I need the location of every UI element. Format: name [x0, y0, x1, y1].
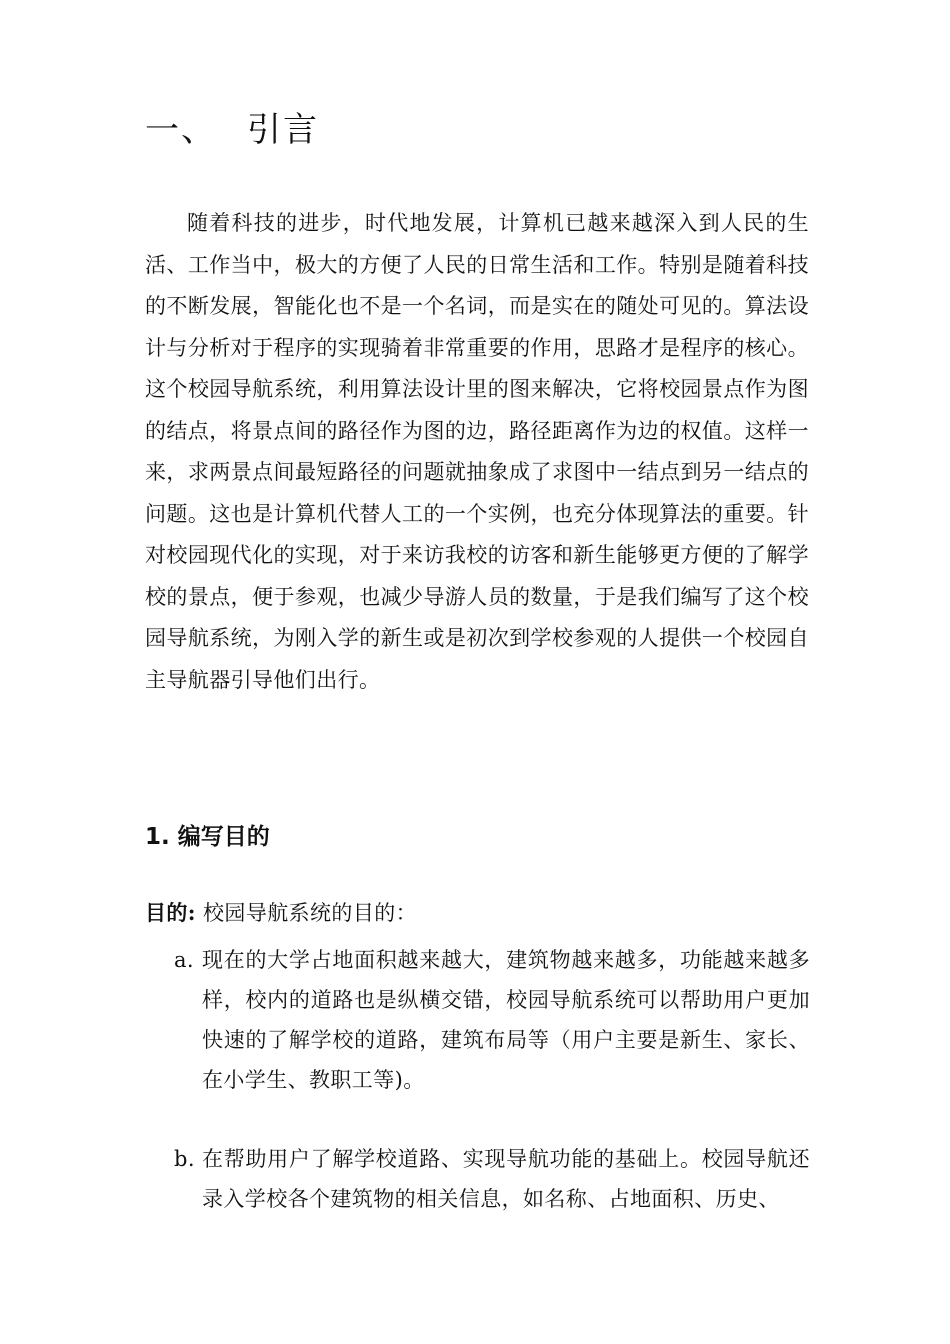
- subsection-heading: 1. 编写目的: [145, 824, 270, 850]
- section-title: 引言: [247, 110, 319, 150]
- section-number: 一、: [145, 110, 217, 150]
- intro-paragraph: 随着科技的进步，时代地发展，计算机已越来越深入到人民的生活、工作当中，极大的方便了人民的日常生活和工作。特别是随着科技的不断发展，智能化也不是一个名词，而是实在的随处可见的。算法设计与分析对于程序的实现骑着非常重要的作用，思路才是程序的核心。这个校园导航系统，利用算法设计里的图来解决，它将校园景点作为图的结点，将景点间的路径作为图的边，路径距离作为边的权值。这样一来，求两景点间最短路径的问题就抽象成了求图中一结点到另一结点的问题。这也是计算机代替人工的一个实例，也充分体现算法的重要。针对校园现代化的实现，对于来访我校的访客和新生能够更方便的了解学校的景点，便于参观，也减少导游人员的数量，于是我们编写了这个校园导航系统，为刚入学的新生或是初次到学校参观的人提供一个校园自主导航器引导他们出行。: [145, 211, 809, 692]
- purpose-text: 校园导航系统的目的：: [203, 901, 418, 925]
- purpose-line: [145, 893, 417, 933]
- list-marker: b.: [174, 1147, 195, 1171]
- purpose-label: 目的:: [145, 900, 196, 925]
- list-item: [174, 940, 810, 1100]
- list-item-text: 在帮助用户了解学校道路、实现导航功能的基础上。校园导航还录入学校各个建筑物的相关信息，如名称、占地面积、历史、: [202, 1147, 810, 1211]
- section-heading: [145, 108, 319, 152]
- list-item: [174, 1139, 810, 1219]
- list-item-text: 现在的大学占地面积越来越大，建筑物越来越多，功能越来越多样，校内的道路也是纵横交错，校园导航系统可以帮助用户更加快速的了解学校的道路，建筑布局等（用户主要是新生、家长、在小学生、教职工等)。: [202, 948, 810, 1092]
- list-marker: a.: [174, 948, 194, 972]
